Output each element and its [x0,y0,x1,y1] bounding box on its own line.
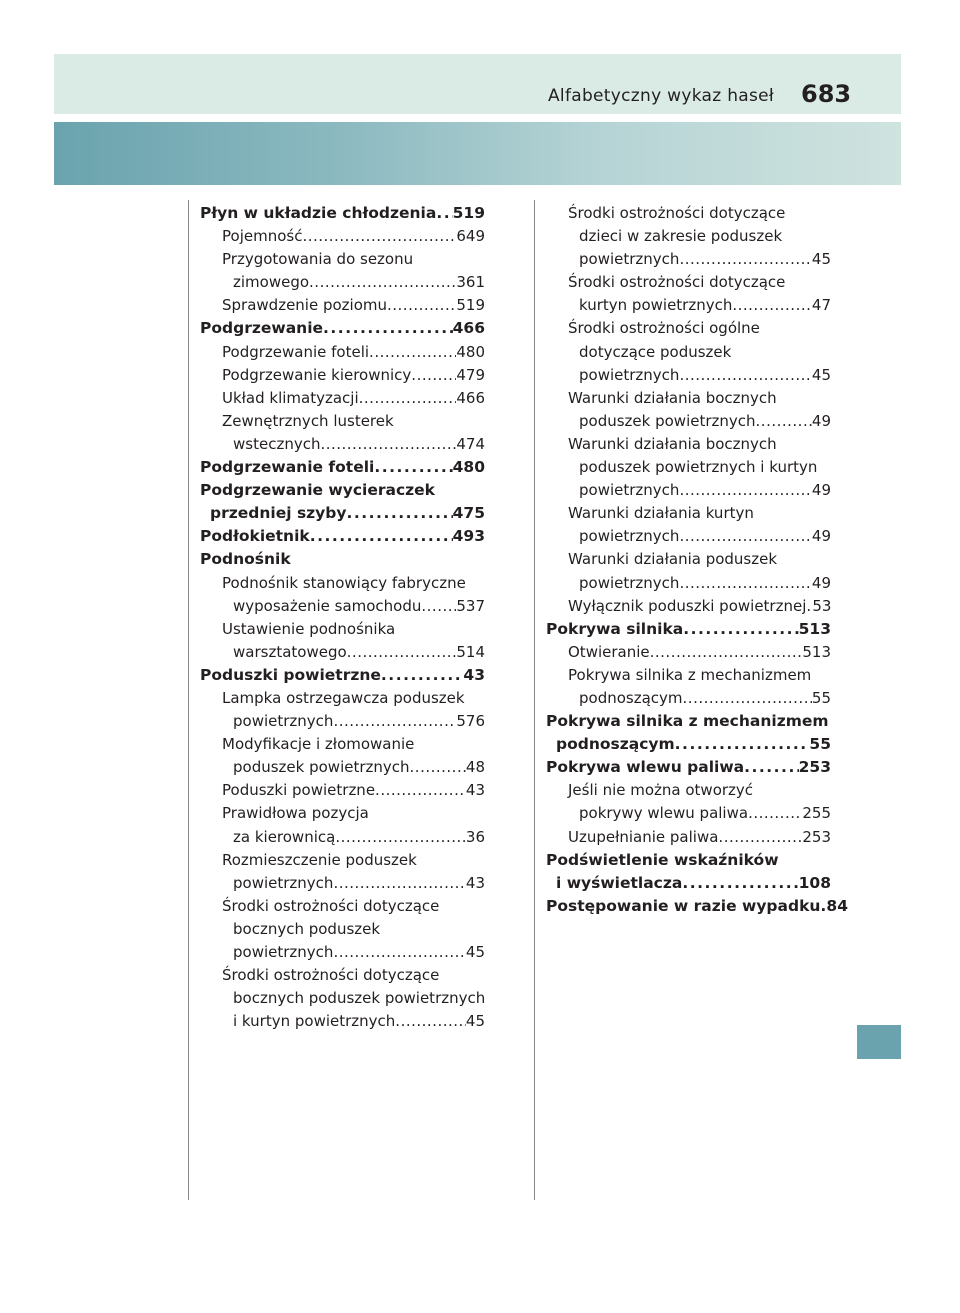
index-entry [546,595,831,618]
index-entry-page: 53 [812,596,832,615]
index-entry [200,1010,485,1033]
index-entry-page: 576 [456,712,485,731]
index-entry-page: 108 [798,873,831,892]
index-entry-page: 43 [463,665,485,684]
index-entry-label: pokrywy wlewu paliwa [579,804,749,823]
index-entry-label: Pojemność [222,227,303,246]
index-entry-page: 48 [465,758,485,777]
index-entry-page: 474 [456,434,485,453]
index-entry [200,387,485,410]
index-entry-label: zimowego [233,273,310,292]
index-entry-text-line: Podnośnik [200,550,291,569]
index-entry [200,779,485,802]
dot-leader [302,225,456,248]
dot-leader [333,941,465,964]
index-entry-page: 255 [802,804,831,823]
page-number: 683 [801,80,852,108]
index-column-left [200,202,485,1033]
dot-leader [387,294,456,317]
dot-leader [411,364,456,387]
index-entry-text-line: Podświetlenie wskaźników [546,850,779,869]
dot-leader [359,387,457,410]
index-entry-text-line: Środki ostrożności dotyczące [222,896,440,915]
decorative-gradient-band [54,122,901,185]
index-entry-label: Płyn w układzie chłodzenia [200,204,437,222]
index-entry-page: 466 [456,388,485,407]
index-entry-text-line: Środki ostrożności dotyczące [222,966,440,985]
index-entry-page: 45 [811,365,831,384]
dot-leader [374,456,452,479]
index-entry-text-line: Rozmieszczenie poduszek [222,850,417,869]
index-entry-label: powietrznych [233,712,334,731]
index-entry-label: Postępowanie w razie wypadku [546,896,821,915]
index-entry-label: Pokrywa wlewu paliwa [546,758,745,777]
index-entry-page: 513 [802,642,831,661]
index-entry-label: Podgrzewanie kierownicy [222,365,412,384]
index-entry-text-line: bocznych poduszek powietrznych [233,989,486,1008]
index-entry-label: przedniej szyby [210,504,347,523]
column-divider-left [188,200,189,1200]
index-entry [200,826,485,849]
dot-leader [679,525,811,548]
index-entry-label: i kurtyn powietrznych [233,1012,396,1031]
index-entry-page: 43 [465,781,485,800]
index-entry [200,364,485,387]
index-entry-text-line: Środki ostrożności dotyczące [568,204,786,222]
index-entry [200,225,485,248]
index-entry-page: 475 [452,504,485,523]
index-entry-page: 43 [465,873,485,892]
index-entry-page: 361 [456,273,485,292]
index-entry-page: 466 [452,319,485,338]
index-entry-page: 253 [798,758,831,777]
dot-leader [756,410,812,433]
index-entry-label: powietrznych [579,481,680,500]
index-entry-text-line: Środki ostrożności dotyczące [568,273,786,292]
index-entry [546,641,831,664]
index-entry [200,502,485,525]
index-column-right [546,202,848,918]
index-entry-label: Sprawdzenie poziomu [222,296,387,315]
index-entry-text-line: Warunki działania bocznych [568,388,777,407]
index-entry-label: Wyłącznik poduszki powietrznej [568,596,807,615]
dot-leader [682,872,798,895]
index-entry-label: powietrznych [579,573,680,592]
index-entry-page: 513 [798,619,831,638]
dot-leader [683,687,812,710]
index-entry-label: podnoszącym [579,688,683,707]
index-entry-page: 36 [465,827,485,846]
index-entry-text-line: Warunki działania bocznych [568,434,777,453]
dot-leader [748,802,802,825]
index-entry-text-line: Podnośnik stanowiący fabryczne [222,573,466,592]
index-entry-label: Pokrywa silnika [546,619,684,638]
index-entry-page: 84 [826,896,848,915]
index-entry [200,872,485,895]
index-entry [546,410,831,433]
dot-leader [347,502,453,525]
dot-leader [679,572,811,595]
index-entry [546,895,848,918]
index-entry [200,664,485,687]
index-entry-text-line: Środki ostrożności ogólne [568,319,760,338]
index-entry-page: 649 [456,227,485,246]
index-entry-label: powietrznych [233,873,334,892]
index-entry-label: za kierownicą [233,827,336,846]
index-entry-page: 253 [802,827,831,846]
dot-leader [333,710,456,733]
dot-leader [732,294,812,317]
index-entry-page: 45 [811,250,831,269]
index-entry-text-line: Prawidłowa pozycja [222,804,369,823]
index-entry [200,525,485,548]
index-entry-page: 49 [811,527,831,546]
index-entry-label: powietrznych [579,250,680,269]
index-entry [546,248,831,271]
index-entry-label: Podgrzewanie foteli [222,342,370,361]
dot-leader [309,271,456,294]
index-entry [546,872,831,895]
index-entry-text-line: Jeśli nie można otworzyć [568,781,754,800]
dot-leader [650,641,803,664]
index-entry-page: 480 [456,342,485,361]
index-entry-label: kurtyn powietrznych [579,296,733,315]
index-entry [546,756,831,779]
index-entry-label: podnoszącym [556,735,675,754]
index-entry-text-line: Lampka ostrzegawcza poduszek [222,688,465,707]
dot-leader [718,826,802,849]
index-entry-text-line: Ustawienie podnośnika [222,619,396,638]
index-entry [546,479,831,502]
dot-leader [421,595,456,618]
index-entry [200,294,485,317]
index-entry-label: wyposażenie samochodu [233,596,422,615]
dot-leader [369,341,456,364]
index-entry-page: 480 [452,458,485,477]
index-entry-label: i wyświetlacza [556,873,683,892]
index-entry-label: poduszek powietrznych [233,758,410,777]
index-entry [546,525,831,548]
index-entry [546,364,831,387]
index-entry-page: 514 [456,642,485,661]
dot-leader [675,733,810,756]
dot-leader [320,433,456,456]
index-entry-text-line: Przygotowania do sezonu [222,250,414,269]
section-tab-marker [857,1025,901,1059]
index-entry-text-line: dzieci w zakresie poduszek [579,227,783,246]
index-entry-page: 45 [465,1012,485,1031]
index-entry-page: 519 [456,296,485,315]
dot-leader [683,618,798,641]
dot-leader [679,248,811,271]
index-entry-text-line: bocznych poduszek [233,919,381,938]
index-entry [546,294,831,317]
dot-leader [395,1010,466,1033]
dot-leader [323,317,453,340]
dot-leader [679,479,811,502]
index-entry [200,756,485,779]
index-entry-label: wstecznych [233,434,321,453]
index-entry-page: 49 [811,573,831,592]
index-entry [200,271,485,294]
index-entry [546,618,831,641]
dot-leader [679,364,811,387]
index-entry [546,733,831,756]
index-entry-page: 493 [452,527,485,546]
index-entry [200,641,485,664]
index-entry-text-line: Pokrywa silnika z mechanizmem [568,665,812,684]
index-entry-label: Uzupełnianie paliwa [568,827,719,846]
index-entry [546,572,831,595]
dot-leader [347,641,457,664]
index-entry [546,687,831,710]
index-entry [200,317,485,340]
section-title: Alfabetyczny wykaz haseł [548,86,775,106]
index-entry-text-line: Podgrzewanie wycieraczek [200,481,435,500]
index-entry-text-line: Modyfikacje i złomowanie [222,735,415,754]
index-entry [546,826,831,849]
index-entry-page: 49 [811,481,831,500]
index-entry-page: 537 [456,596,485,615]
index-entry-label: powietrznych [233,943,334,961]
index-entry-page: 55 [811,688,831,707]
dot-leader [436,202,452,225]
index-entry-page: 45 [465,943,485,961]
index-entry [200,341,485,364]
dot-leader [333,872,465,895]
index-entry-label: Układ klimatyzacji [222,388,359,407]
dot-leader [410,756,466,779]
index-entry [200,710,485,733]
index-entry-label: Poduszki powietrzne [200,665,381,684]
index-entry-label: Podgrzewanie foteli [200,458,375,477]
index-entry-text-line: dotyczące poduszek [579,342,732,361]
column-divider-right [534,200,535,1200]
index-entry-label: poduszek powietrznych [579,411,756,430]
dot-leader [375,779,466,802]
index-entry-label: Poduszki powietrzne [222,781,376,800]
index-entry [200,202,485,225]
index-entry-text-line: Pokrywa silnika z mechanizmem [546,712,829,731]
index-entry [200,456,485,479]
dot-leader [335,826,466,849]
index-entry-page: 479 [456,365,485,384]
index-entry-label: Podłokietnik [200,527,310,546]
index-entry-page: 49 [811,411,831,430]
index-entry-page: 55 [809,735,831,754]
index-entry-label: Otwieranie [568,642,650,661]
index-entry [200,595,485,618]
index-entry-label: powietrznych [579,365,680,384]
index-entry-text-line: Zewnętrznych lusterek [222,411,394,430]
index-entry-label: Podgrzewanie [200,319,324,338]
index-entry-text-line: poduszek powietrznych i kurtyn [579,458,818,477]
index-entry [200,941,485,964]
index-entry-text-line: Warunki działania kurtyn [568,504,754,523]
index-entry-label: powietrznych [579,527,680,546]
index-entry [200,433,485,456]
dot-leader [381,664,464,687]
index-entry-page: 47 [811,296,831,315]
index-entry-page: 519 [452,204,485,222]
dot-leader [310,525,453,548]
index-entry [546,802,831,825]
dot-leader [744,756,799,779]
index-entry-label: warsztatowego [233,642,347,661]
index-entry-text-line: Warunki działania poduszek [568,550,778,569]
